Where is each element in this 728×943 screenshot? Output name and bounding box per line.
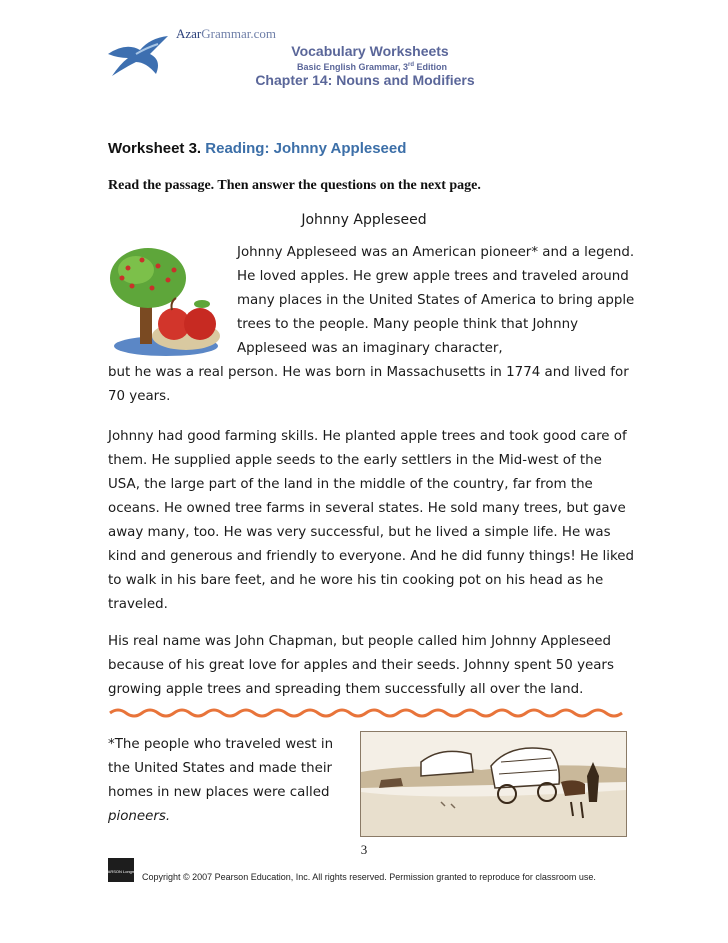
- covered-wagon-illustration: [360, 731, 627, 837]
- bird-logo-icon: [106, 34, 170, 80]
- header-chapter: Chapter 14: Nouns and Modifiers: [255, 72, 475, 88]
- paragraph-2: Johnny had good farming skills. He planted apple trees and took good care of them. He supplied apple seeds to the early settlers in the Mid-west of the USA, the large part of the land in the middle of the country, far from the oceans. He owned tree farms in several states. He sold many trees, but gave away many, too. He was very successful, but he lived a simple life. He was kind and generous and friendly to everyone. And he did funny things! He liked to walk in his bare feet, and he wore his tin cooking pot on his head as he traveled.: [108, 429, 635, 612]
- svg-text:PEARSON Longman: PEARSON Longman: [102, 869, 140, 874]
- footnote-pioneers: *The people who traveled west in the United States and made their homes in new places were called pioneers.: [108, 737, 334, 824]
- worksheet-title: Worksheet 3. Reading: Johnny Appleseed: [108, 140, 407, 157]
- copyright-notice: Copyright © 2007 Pearson Education, Inc. All rights reserved. Permission granted to reproduce for classroom use.: [142, 872, 596, 882]
- pearson-logo-icon: [102, 858, 140, 882]
- paragraph-1-intro: Johnny Appleseed was an American pioneer* and a legend. He loved apples. He grew apple trees and traveled around many places in the United States of America to bring apple trees to the people. Many people think that Johnny Appleseed was an imaginary character,: [237, 245, 635, 356]
- paragraph-3: His real name was John Chapman, but people called him Johnny Appleseed because of his great love for apples and their seeds. Johnny spent 50 years growing apple trees and spreading them successfully all over the land.: [108, 634, 614, 697]
- header-book: Basic English Grammar, 3rd Edition: [296, 62, 448, 72]
- story-title: Johnny Appleseed: [301, 212, 427, 228]
- page-number: 3: [360, 842, 368, 857]
- site-logo-text: AzarGrammar.com: [176, 26, 276, 41]
- header-title: Vocabulary Worksheets: [291, 43, 449, 59]
- wavy-divider: [110, 707, 622, 719]
- paragraph-1-continued: but he was a real person. He was born in Massachusetts in 1774 and lived for 70 years.: [108, 365, 629, 404]
- instructions: Read the passage. Then answer the questions on the next page.: [108, 178, 481, 193]
- apple-tree-illustration: [108, 240, 224, 358]
